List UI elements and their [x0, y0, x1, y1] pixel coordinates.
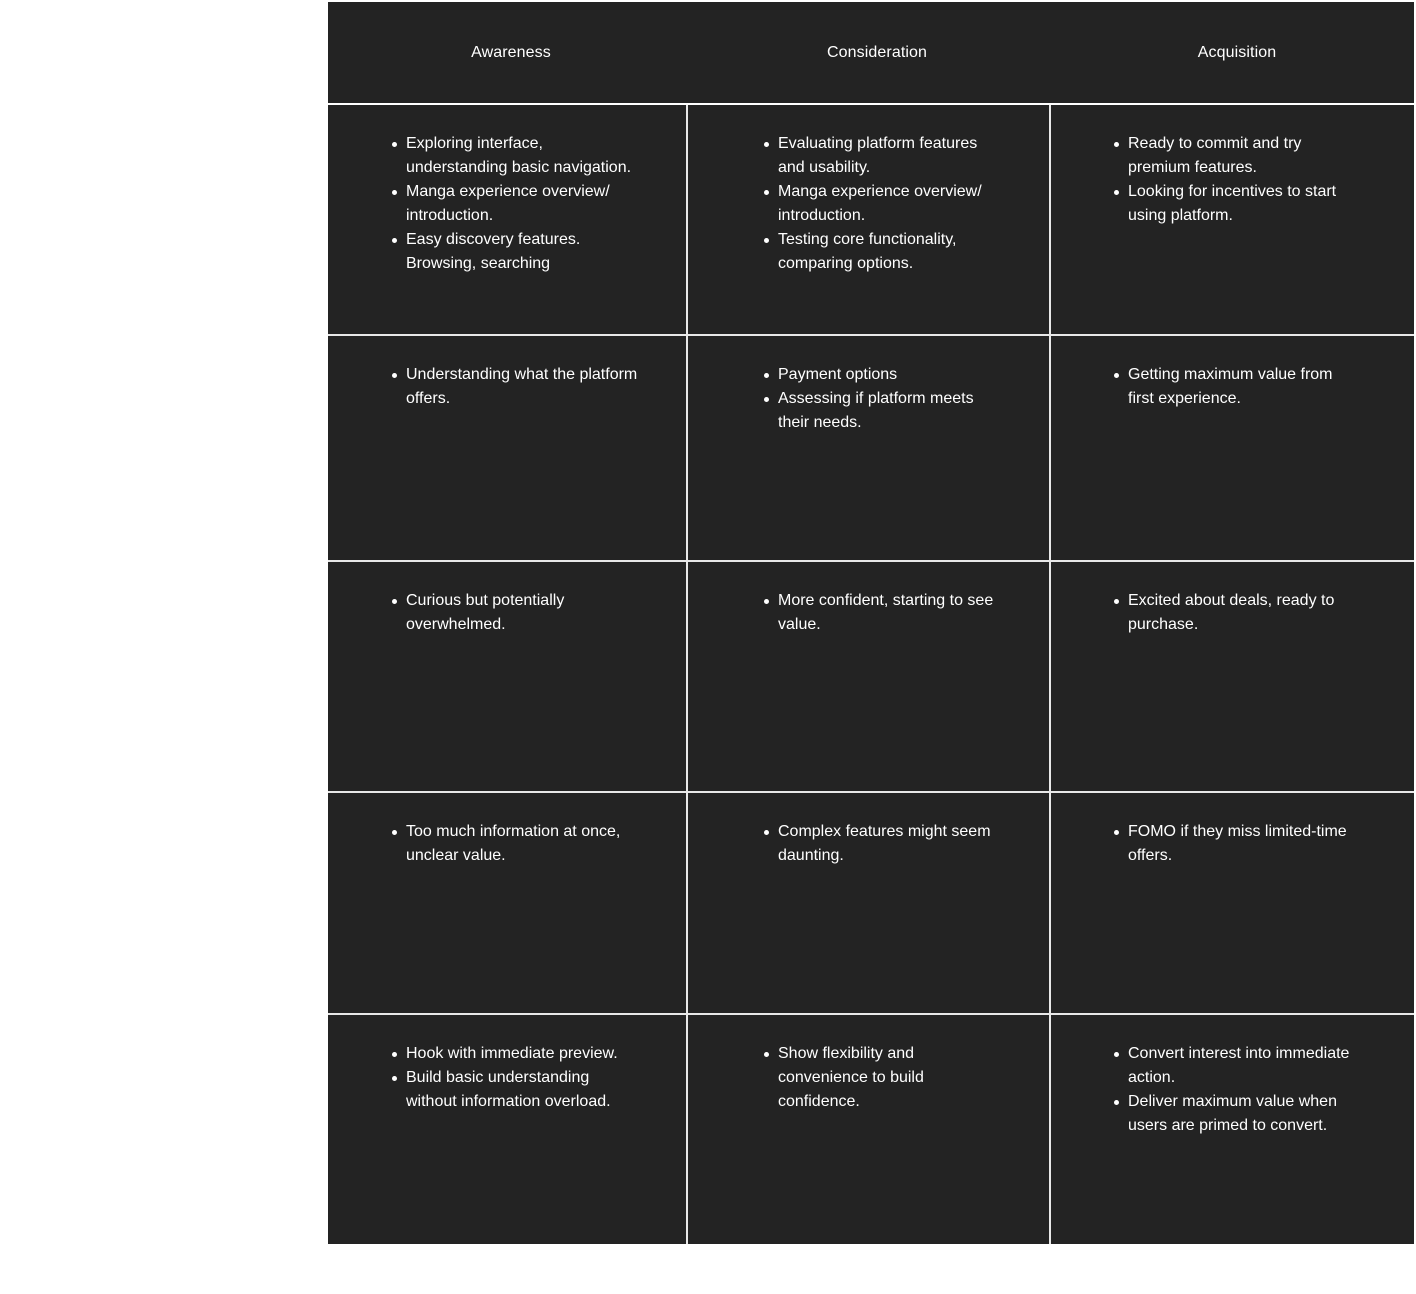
bullet-item: Ready to commit and try premium features. — [1112, 132, 1357, 180]
bullet-item: Payment options — [762, 363, 1002, 387]
cell-row-5-awareness — [328, 1015, 686, 1244]
cell-row-2-acquisition — [1051, 336, 1414, 560]
bullet-list — [1112, 589, 1357, 637]
cell-row-5-consideration — [688, 1015, 1049, 1244]
bullet-item: Convert interest into immediate action. — [1112, 1042, 1357, 1090]
bullet-item: Looking for incentives to start using platform. — [1112, 180, 1357, 228]
bullet-list — [762, 1042, 1002, 1114]
cell-row-2-consideration — [688, 336, 1049, 560]
cell-row-1-awareness — [328, 105, 686, 334]
bullet-item: Too much information at once, unclear value. — [390, 820, 640, 868]
bullet-item: Evaluating platform features and usability. — [762, 132, 1002, 180]
bullet-list — [390, 132, 640, 276]
bullet-list — [390, 1042, 640, 1114]
bullet-list — [1112, 820, 1357, 868]
stage-header-row — [328, 2, 1414, 103]
bullet-list — [762, 363, 1002, 435]
stage-header-acquisition: Acquisition — [1197, 43, 1277, 61]
bullet-item: Assessing if platform meets their needs. — [762, 387, 1002, 435]
cell-row-4-consideration — [688, 793, 1049, 1013]
stage-header-consideration: Consideration — [826, 43, 928, 61]
journey-body-grid — [328, 105, 1414, 1244]
bullet-item: Testing core functionality, comparing options. — [762, 228, 1002, 276]
cell-row-4-awareness — [328, 793, 686, 1013]
bullet-list — [390, 363, 640, 411]
bullet-item: Exploring interface, understanding basic navigation. — [390, 132, 640, 180]
bullet-list — [390, 820, 640, 868]
cell-row-1-consideration — [688, 105, 1049, 334]
cell-row-5-acquisition — [1051, 1015, 1414, 1244]
bullet-item: Build basic understanding without information overload. — [390, 1066, 640, 1114]
bullet-item: Getting maximum value from first experience. — [1112, 363, 1357, 411]
bullet-list — [390, 589, 640, 637]
bullet-list — [762, 820, 1002, 868]
bullet-item: Easy discovery features. Browsing, searching — [390, 228, 640, 276]
bullet-item: Deliver maximum value when users are primed to convert. — [1112, 1090, 1357, 1138]
cell-row-3-awareness — [328, 562, 686, 791]
bullet-item: Manga experience overview/ introduction. — [762, 180, 1002, 228]
bullet-item: More confident, starting to see value. — [762, 589, 1002, 637]
cell-row-3-acquisition — [1051, 562, 1414, 791]
bullet-item: Show flexibility and convenience to build confidence. — [762, 1042, 1002, 1114]
bullet-item: Excited about deals, ready to purchase. — [1112, 589, 1357, 637]
bullet-item: FOMO if they miss limited-time offers. — [1112, 820, 1357, 868]
bullet-item: Manga experience overview/ introduction. — [390, 180, 640, 228]
cell-row-4-acquisition — [1051, 793, 1414, 1013]
bullet-item: Curious but potentially overwhelmed. — [390, 589, 640, 637]
cell-row-2-awareness — [328, 336, 686, 560]
bullet-list — [1112, 132, 1357, 228]
bullet-item: Complex features might seem daunting. — [762, 820, 1002, 868]
bullet-item: Understanding what the platform offers. — [390, 363, 640, 411]
bullet-list — [762, 589, 1002, 637]
journey-map-table — [327, 1, 1414, 1244]
stage-header-awareness: Awareness — [471, 43, 551, 61]
bullet-list — [1112, 1042, 1357, 1138]
cell-row-3-consideration — [688, 562, 1049, 791]
bullet-list — [762, 132, 1002, 276]
bullet-item: Hook with immediate preview. — [390, 1042, 640, 1066]
bullet-list — [1112, 363, 1357, 411]
cell-row-1-acquisition — [1051, 105, 1414, 334]
